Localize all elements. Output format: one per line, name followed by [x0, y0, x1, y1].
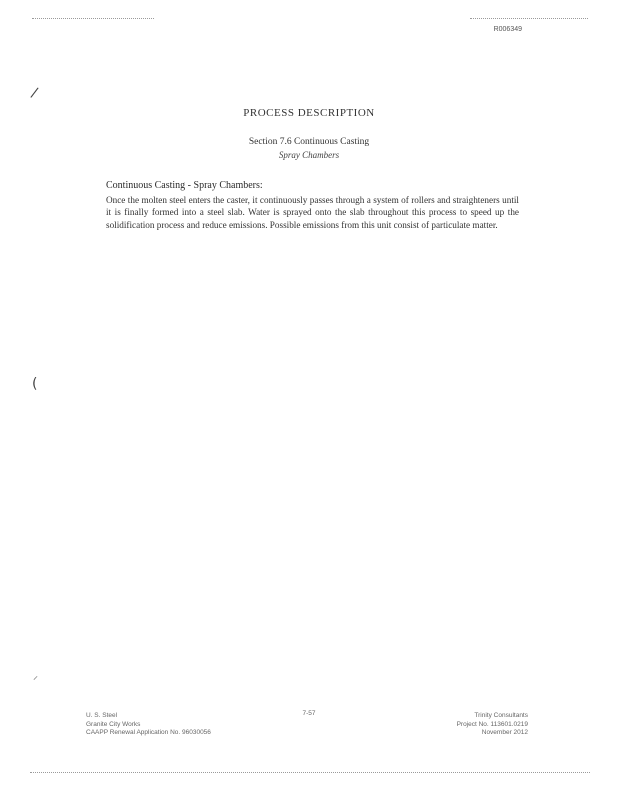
top-dotted-border-right: [470, 18, 588, 19]
binding-mark-middle: (: [32, 376, 38, 392]
binding-mark-bottom: ⸝: [33, 671, 38, 682]
footer-project: Project No. 113601.0219: [456, 720, 528, 728]
footer-consultant: Trinity Consultants: [474, 712, 528, 719]
footer-site: Granite City Works: [86, 720, 141, 728]
footer-date: November 2012: [481, 729, 528, 736]
footer-right: [457, 712, 528, 738]
top-dotted-border-left: [32, 18, 154, 19]
page-id: R006349: [493, 26, 522, 33]
subheading: Continuous Casting - Spray Chambers:: [106, 180, 263, 191]
process-paragraph: Once the molten steel enters the caster, it continuously passes through a system of rollers and straighteners until it is finally formed into a steel slab. Water is sprayed onto the slab throughout this process to speed up the solidification process and reduce emissions. Possible emissions from this unit consist of particulate matter.: [106, 195, 519, 230]
document-title: PROCESS DESCRIPTION: [243, 107, 375, 119]
section-subtitle: Spray Chambers: [278, 150, 340, 160]
section-title: Section 7.6 Continuous Casting: [248, 137, 370, 147]
footer-page-number: 7-57: [302, 710, 316, 717]
footer-company: U. S. Steel: [86, 712, 118, 719]
bottom-dotted-border: [30, 772, 590, 773]
binding-mark-top: /: [29, 84, 40, 102]
footer-application: CAAPP Renewal Application No. 96030056: [86, 729, 211, 736]
